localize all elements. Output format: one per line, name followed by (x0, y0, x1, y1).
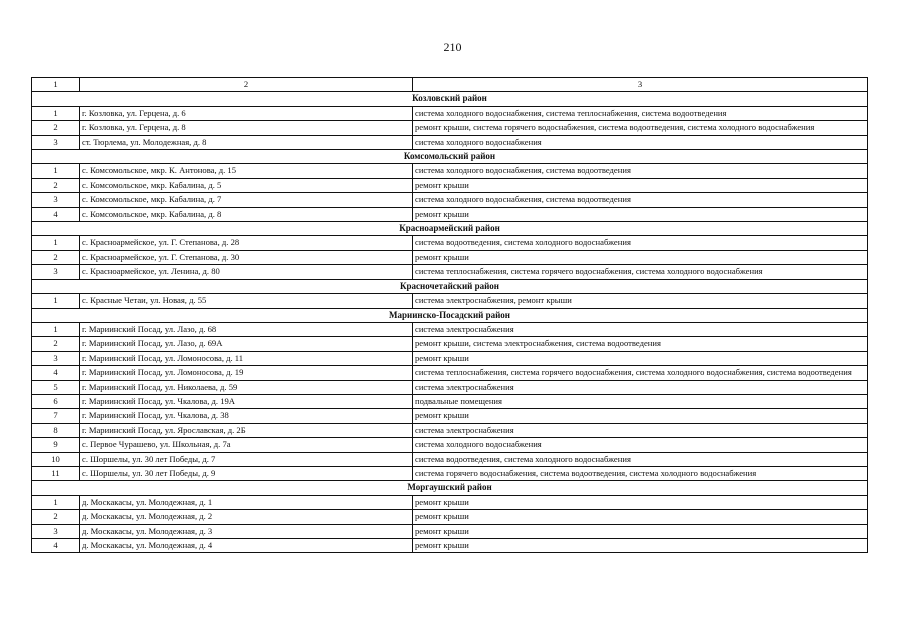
table-row (32, 265, 868, 279)
row-number: 5 (32, 380, 80, 394)
table-row (32, 121, 868, 135)
table-row (32, 510, 868, 524)
district-heading-row (32, 279, 868, 293)
column-header: 2 (80, 78, 413, 92)
work-type-cell: система теплоснабжения, система горячего водоснабжения, система холодного водоснабжения (413, 265, 868, 279)
page-number: 210 (443, 40, 462, 54)
row-number: 4 (32, 207, 80, 221)
address-cell: д. Москакасы, ул. Молодежная, д. 4 (80, 539, 413, 553)
work-type-cell: система электроснабжения (413, 380, 868, 394)
address-cell: д. Москакасы, ул. Молодежная, д. 3 (80, 524, 413, 538)
address-cell: с. Шоршелы, ул. 30 лет Победы, д. 9 (80, 466, 413, 480)
address-cell: г. Мариинский Посад, ул. Николаева, д. 59 (80, 380, 413, 394)
row-number: 4 (32, 539, 80, 553)
row-number: 3 (32, 135, 80, 149)
table-row (32, 394, 868, 408)
address-cell: г. Мариинский Посад, ул. Ломоносова, д. 19 (80, 366, 413, 380)
work-type-cell: система холодного водоснабжения, система водоотведения (413, 164, 868, 178)
district-heading: Мариинско-Посадский район (32, 308, 868, 322)
work-type-cell: система холодного водоснабжения (413, 135, 868, 149)
table-row (32, 380, 868, 394)
column-header: 3 (413, 78, 868, 92)
address-cell: г. Мариинский Посад, ул. Ломоносова, д. 11 (80, 351, 413, 365)
work-type-cell: система электроснабжения, ремонт крыши (413, 294, 868, 308)
table-row (32, 106, 868, 120)
district-heading-row (32, 150, 868, 164)
address-cell: г. Мариинский Посад, ул. Ярославская, д. 2Б (80, 423, 413, 437)
row-number: 3 (32, 524, 80, 538)
district-heading: Моргаушский район (32, 481, 868, 495)
address-cell: с. Комсомольское, мкр. К. Антонова, д. 15 (80, 164, 413, 178)
table-row (32, 452, 868, 466)
row-number: 3 (32, 265, 80, 279)
table-row (32, 193, 868, 207)
table-row (32, 236, 868, 250)
row-number: 6 (32, 394, 80, 408)
work-type-cell: система холодного водоснабжения, система теплоснабжения, система водоотведения (413, 106, 868, 120)
district-heading-row (32, 222, 868, 236)
address-cell: с. Красноармейское, ул. Г. Степанова, д. 30 (80, 250, 413, 264)
column-header: 1 (32, 78, 80, 92)
row-number: 1 (32, 495, 80, 509)
table-row (32, 495, 868, 509)
table-row (32, 366, 868, 380)
work-type-cell: система холодного водоснабжения, система водоотведения (413, 193, 868, 207)
address-cell: г. Мариинский Посад, ул. Лазо, д. 69А (80, 337, 413, 351)
table-row (32, 250, 868, 264)
row-number: 4 (32, 366, 80, 380)
row-number: 8 (32, 423, 80, 437)
work-type-cell: ремонт крыши (413, 409, 868, 423)
district-heading-row (32, 308, 868, 322)
work-type-cell: ремонт крыши (413, 524, 868, 538)
work-type-cell: ремонт крыши (413, 510, 868, 524)
row-number: 2 (32, 510, 80, 524)
table-row (32, 524, 868, 538)
row-number: 10 (32, 452, 80, 466)
work-type-cell: система водоотведения, система холодного водоснабжения (413, 452, 868, 466)
work-type-cell: ремонт крыши (413, 539, 868, 553)
work-type-cell: подвальные помещения (413, 394, 868, 408)
repair-registry-table (31, 77, 868, 553)
work-type-cell: система холодного водоснабжения (413, 438, 868, 452)
work-type-cell: система водоотведения, система холодного водоснабжения (413, 236, 868, 250)
table-row (32, 438, 868, 452)
work-type-cell: ремонт крыши (413, 207, 868, 221)
work-type-cell: ремонт крыши, система горячего водоснабжения, система водоотведения, система холодного водоснабжения (413, 121, 868, 135)
row-number: 1 (32, 236, 80, 250)
row-number: 7 (32, 409, 80, 423)
address-cell: г. Мариинский Посад, ул. Лазо, д. 68 (80, 322, 413, 336)
work-type-cell: ремонт крыши (413, 250, 868, 264)
row-number: 1 (32, 322, 80, 336)
row-number: 1 (32, 164, 80, 178)
table-row (32, 409, 868, 423)
work-type-cell: ремонт крыши (413, 495, 868, 509)
address-cell: г. Мариинский Посад, ул. Чкалова, д. 38 (80, 409, 413, 423)
work-type-cell: ремонт крыши (413, 178, 868, 192)
row-number: 9 (32, 438, 80, 452)
district-heading: Красночетайский район (32, 279, 868, 293)
address-cell: г. Козловка, ул. Герцена, д. 8 (80, 121, 413, 135)
district-heading: Козловский район (32, 92, 868, 106)
row-number: 1 (32, 106, 80, 120)
address-cell: с. Первое Чурашево, ул. Школьная, д. 7а (80, 438, 413, 452)
address-cell: д. Москакасы, ул. Молодежная, д. 1 (80, 495, 413, 509)
row-number: 2 (32, 178, 80, 192)
address-cell: д. Москакасы, ул. Молодежная, д. 2 (80, 510, 413, 524)
work-type-cell: система теплоснабжения, система горячего водоснабжения, система холодного водоснабжения, система водоотведения (413, 366, 868, 380)
work-type-cell: система электроснабжения (413, 322, 868, 336)
district-heading-row (32, 481, 868, 495)
table-row (32, 466, 868, 480)
work-type-cell: ремонт крыши, система электроснабжения, система водоотведения (413, 337, 868, 351)
row-number: 3 (32, 351, 80, 365)
address-cell: с. Красноармейское, ул. Ленина, д. 80 (80, 265, 413, 279)
address-cell: с. Шоршелы, ул. 30 лет Победы, д. 7 (80, 452, 413, 466)
row-number: 2 (32, 121, 80, 135)
table-row (32, 337, 868, 351)
table-row (32, 135, 868, 149)
table-row (32, 207, 868, 221)
row-number: 11 (32, 466, 80, 480)
row-number: 3 (32, 193, 80, 207)
address-cell: с. Комсомольское, мкр. Кабалина, д. 7 (80, 193, 413, 207)
work-type-cell: система горячего водоснабжения, система водоотведения, система холодного водоснабжения (413, 466, 868, 480)
address-cell: с. Комсомольское, мкр. Кабалина, д. 5 (80, 178, 413, 192)
table-row (32, 351, 868, 365)
table-row (32, 164, 868, 178)
address-cell: г. Козловка, ул. Герцена, д. 6 (80, 106, 413, 120)
district-heading: Комсомольский район (32, 150, 868, 164)
table-header-row (32, 78, 868, 92)
address-cell: г. Мариинский Посад, ул. Чкалова, д. 19А (80, 394, 413, 408)
address-cell: с. Красные Четаи, ул. Новая, д. 55 (80, 294, 413, 308)
address-cell: с. Комсомольское, мкр. Кабалина, д. 8 (80, 207, 413, 221)
district-heading-row (32, 92, 868, 106)
table-row (32, 423, 868, 437)
row-number: 2 (32, 337, 80, 351)
address-cell: с. Красноармейское, ул. Г. Степанова, д. 28 (80, 236, 413, 250)
work-type-cell: ремонт крыши (413, 351, 868, 365)
table-body (32, 78, 868, 553)
table-row (32, 322, 868, 336)
district-heading: Красноармейский район (32, 222, 868, 236)
table-row (32, 539, 868, 553)
row-number: 2 (32, 250, 80, 264)
table-row (32, 294, 868, 308)
work-type-cell: система электроснабжения (413, 423, 868, 437)
address-cell: ст. Тюрлема, ул. Молодежная, д. 8 (80, 135, 413, 149)
row-number: 1 (32, 294, 80, 308)
table-row (32, 178, 868, 192)
